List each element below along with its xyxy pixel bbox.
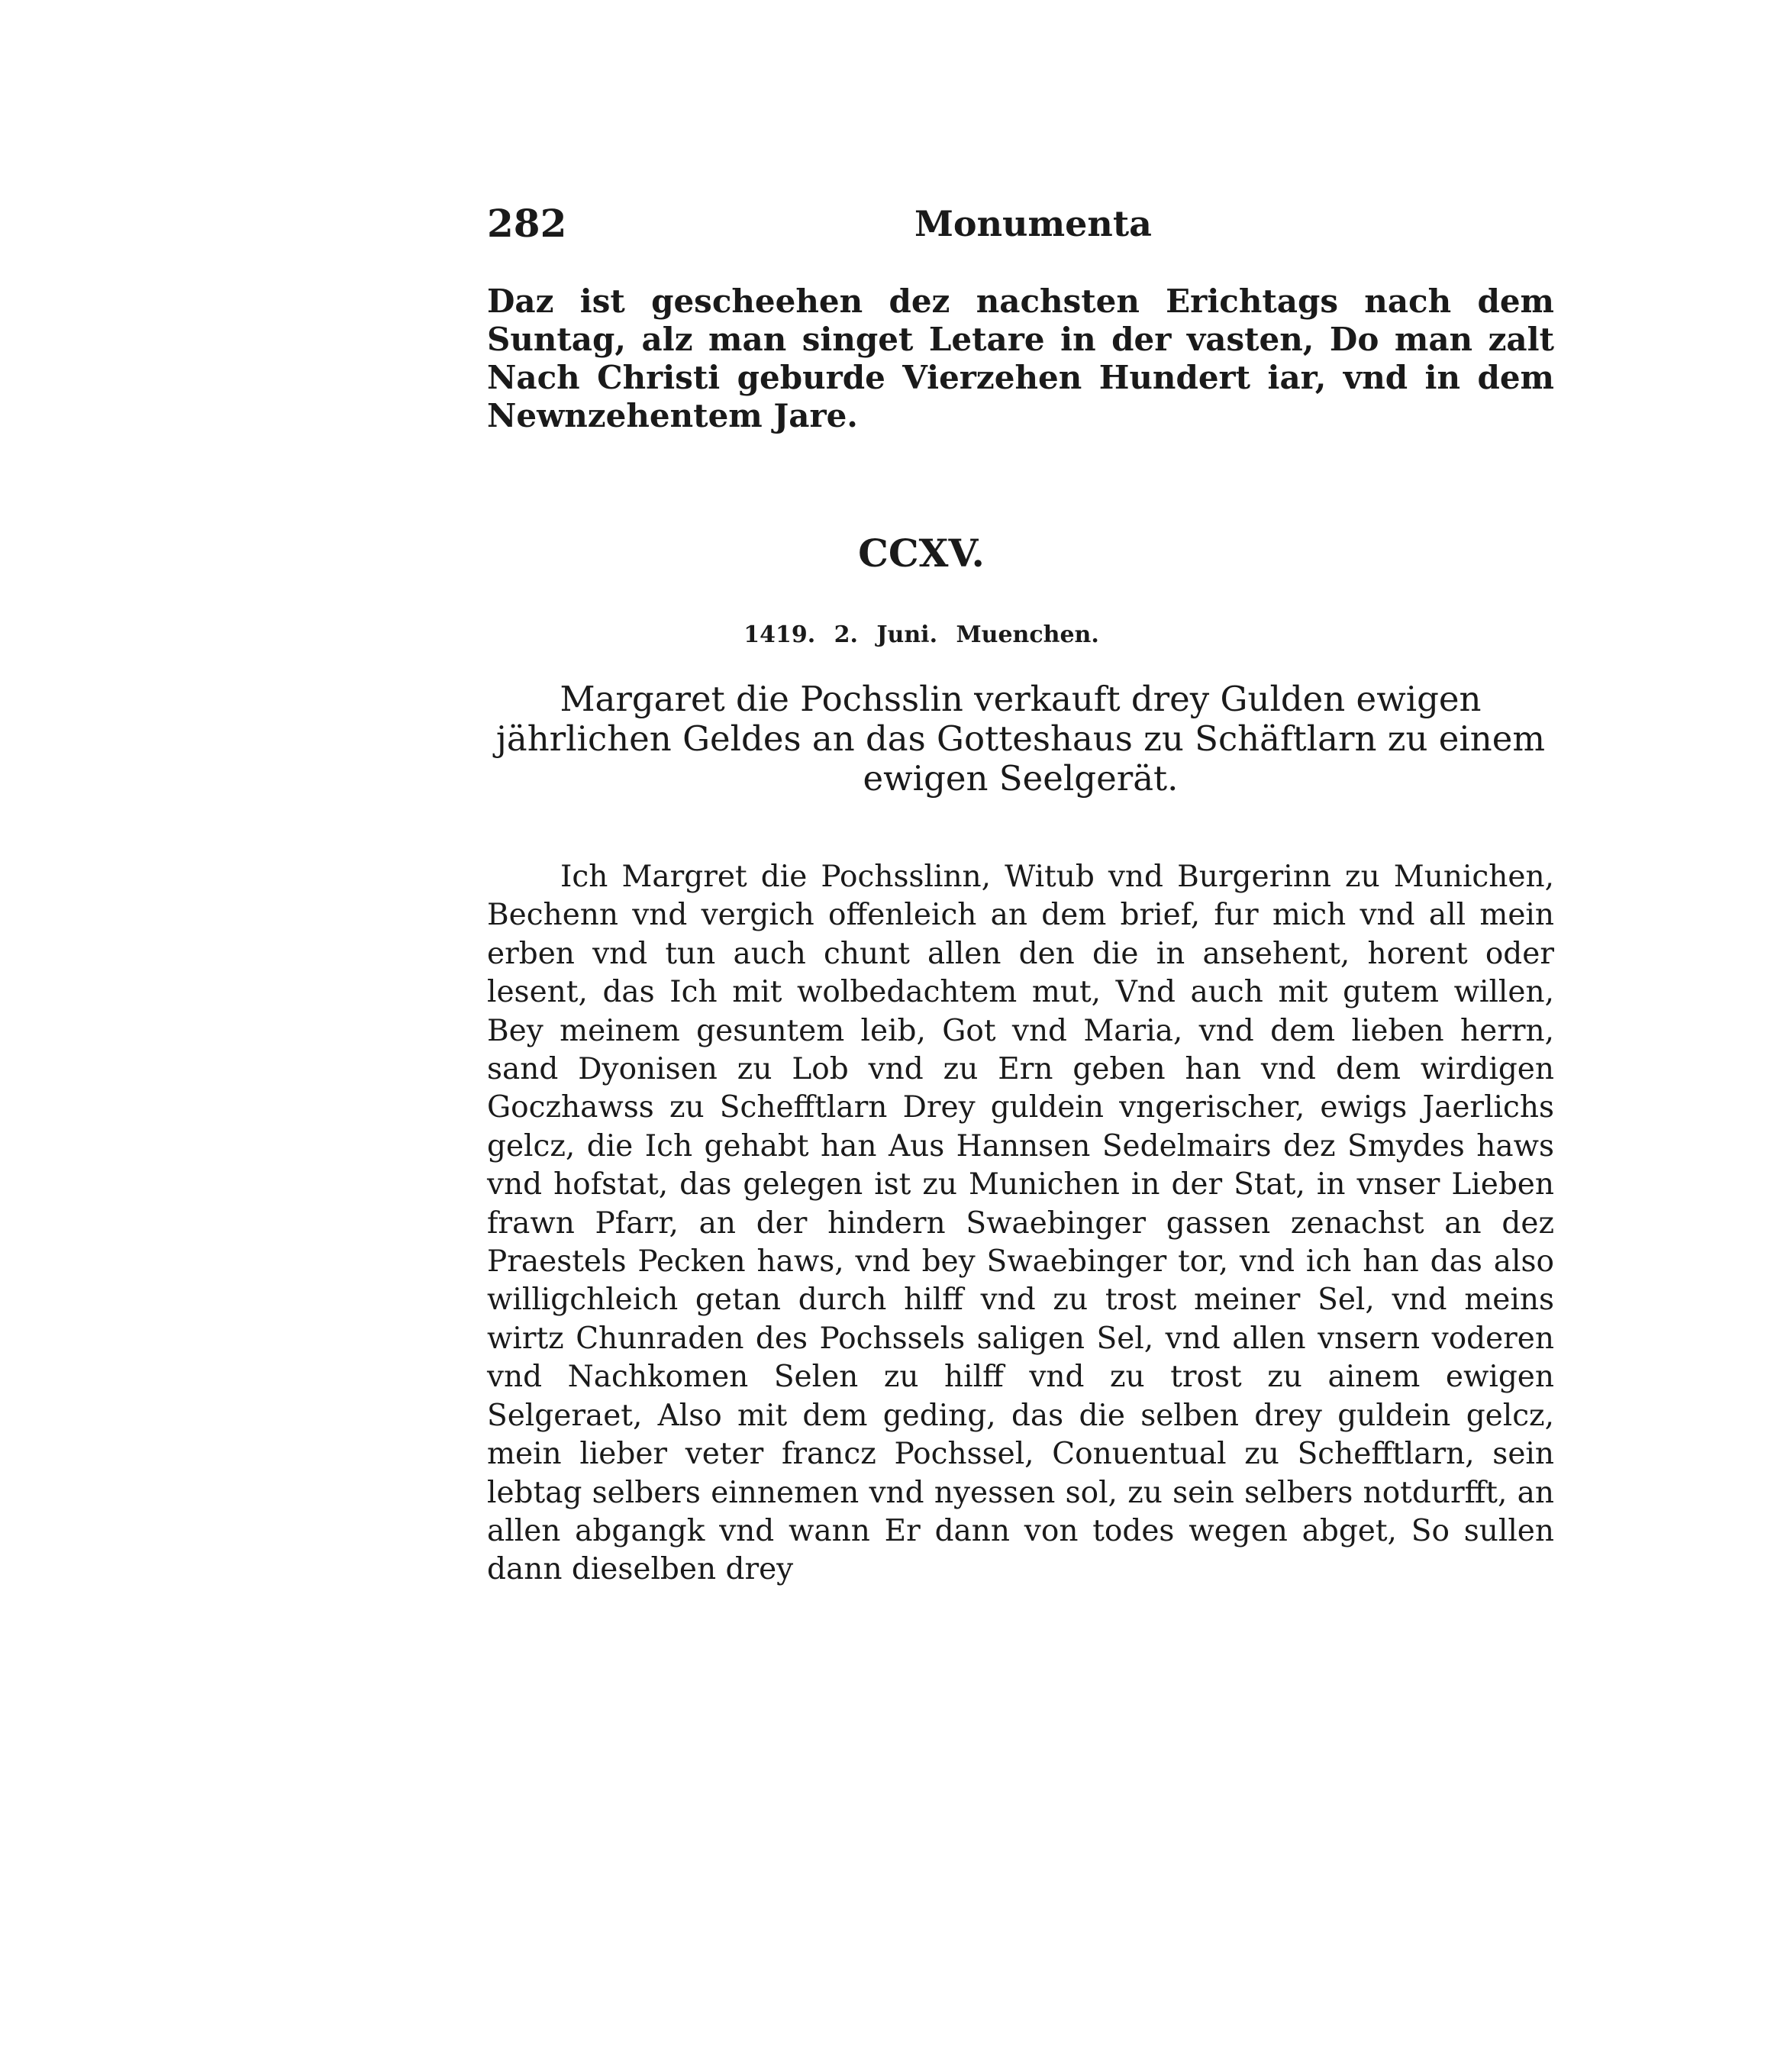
running-title: Monumenta bbox=[914, 203, 1152, 244]
document-body-text: Ich Margret die Pochsslinn, Witub vnd Burgerinn zu Munichen, Bechenn vnd vergich offenleich an dem brief, fur mich vnd all mein erben vnd tun auch chunt allen den die in ansehent, horent oder lesent, das Ich mit wolbedachtem mut, Vnd auch mit gutem willen, Bey meinem gesuntem leib, Got vnd Maria, vnd dem lieben herrn, sand Dyonisen zu Lob vnd zu Ern geben han vnd dem wirdigen Goczhawss zu Schefftlarn Drey guldein vngerischer, ewigs Jaerlichs gelcz, die Ich gehabt han Aus Hannsen Sedelmairs dez Smydes haws vnd hofstat, das gelegen ist zu Munichen in der Stat, in vnser Lieben frawn Pfarr, an der hindern Swaebinger gassen zenachst an dez Praestels Pecken haws, vnd bey Swaebinger tor, vnd ich han das also willigchleich getan durch hilff vnd zu trost meiner Sel, vnd meins wirtz Chunraden des Pochssels saligen Sel, vnd allen vnsern voderen vnd Nachkomen Selen zu hilff vnd zu trost zu ainem ewigen Selgeraet, Also mit dem geding, das die selben drey guldein gelcz, mein lieber veter francz Pochssel, Conuentual zu Schefftlarn, sein lebtag selbers einnemen vnd nyessen sol, zu sein selbers notdurfft, an allen abgangk vnd wann Er dann von todes wegen abget, So sullen dann dieselben drey bbox=[487, 860, 1554, 1587]
document-date-place: 1419. 2. Juni. Muenchen. bbox=[743, 621, 1099, 648]
document-number: CCXV. bbox=[858, 531, 985, 576]
document-summary: Margaret die Pochsslin verkauft drey Gulden ewigen jährlichen Geldes an das Gotteshaus zu Schäftlarn zu einem ewigen Seelgerät. bbox=[495, 679, 1546, 799]
page-header bbox=[487, 197, 1556, 250]
previous-document-closing-text: Daz ist gescheehen dez nachsten Erichtags nach dem Suntag, alz man singet Letare in der vasten, Do man zalt Nach Christi geburde Vierzehen Hundert iar, vnd in dem Newnzehentem Jare. bbox=[487, 282, 1554, 434]
page-number: 282 bbox=[487, 201, 567, 246]
